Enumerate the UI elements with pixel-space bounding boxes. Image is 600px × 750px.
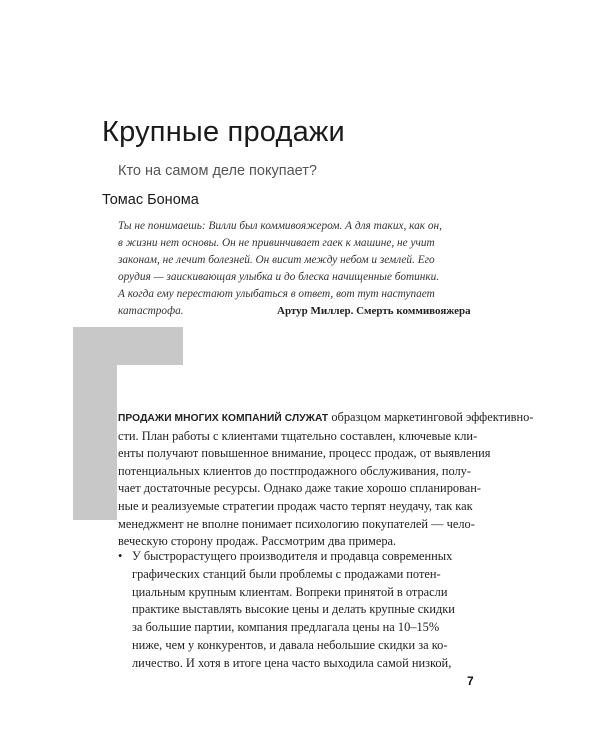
bullet-line: графических станций были проблемы с продажами потен- — [132, 566, 441, 581]
epigraph-source: Артур Миллер. Смерть коммивояжера — [277, 305, 471, 317]
paragraph-first-line — [118, 409, 534, 428]
body-paragraph — [118, 409, 534, 551]
lead-in-caps: ПРОДАЖИ МНОГИХ КОМПАНИЙ СЛУЖАТ — [118, 413, 329, 424]
paragraph-line: сти. План работы с клиентами тщательно составлен, ключевые кли- — [118, 428, 478, 443]
paragraph-line: енты получают повышенное внимание, процесс продаж, от выявления — [118, 446, 491, 461]
paragraph-line: потенциальных клиентов до постпродажного обслуживания, полу- — [118, 463, 472, 478]
paragraph-line: ные и реализуемые стратегии продаж часто терпят неудачу, так как — [118, 498, 473, 513]
epigraph-line: законам, не лечит болезней. Он висит между небом и землей. Его — [118, 254, 435, 266]
page-number: 7 — [467, 674, 474, 688]
bullet-line: личество. И хотя в итоге цена часто выходила самой низкой, — [132, 655, 452, 670]
first-line-text: образцом маркетинговой эффективно- — [328, 410, 534, 424]
paragraph-line: чает достаточные ресурсы. Однако даже такие хорошо спланирован- — [118, 481, 482, 496]
bullet-line — [118, 548, 476, 566]
epigraph-line: катастрофа. — [118, 305, 184, 317]
bullet-icon: • — [118, 549, 123, 563]
epigraph-line: А когда ему перестают улыбаться в ответ, вот тут наступает — [118, 288, 435, 300]
epigraph-line: в жизни нет основы. Он не привинчивает гаек к машине, не учит — [118, 237, 435, 249]
paragraph-line: веческую сторону продаж. Рассмотрим два примера. — [118, 534, 397, 549]
bullet-line-text: У быстрорастущего производителя и продавца современных — [132, 549, 453, 563]
chapter-title: Крупные продажи — [102, 116, 345, 148]
epigraph-line: Ты не понимаешь: Вилли был коммивояжером. А для таких, как он, — [118, 220, 442, 232]
chapter-subtitle: Кто на самом деле покупает? — [118, 163, 317, 179]
bullet-list-item — [118, 548, 476, 673]
bullet-line: за большие партии, компания предлагала цены на 10–15% — [132, 620, 440, 635]
paragraph-line: менеджмент не вполне понимает психологию покупателей — чело- — [118, 516, 475, 531]
bullet-line: циальным крупным клиентам. Вопреки принятой в отрасли — [132, 584, 448, 599]
initial-letter-left-stem — [73, 327, 117, 520]
bullet-line: ниже, чем у конкурентов, и давала небольшие скидки за ко- — [132, 637, 448, 652]
epigraph-line: орудия — заискивающая улыбка и до блеска начищенные ботинки. — [118, 271, 440, 283]
bullet-line: практике выставлять высокие цены и делать крупные скидки — [132, 602, 455, 617]
chapter-author: Томас Бонома — [102, 192, 199, 208]
